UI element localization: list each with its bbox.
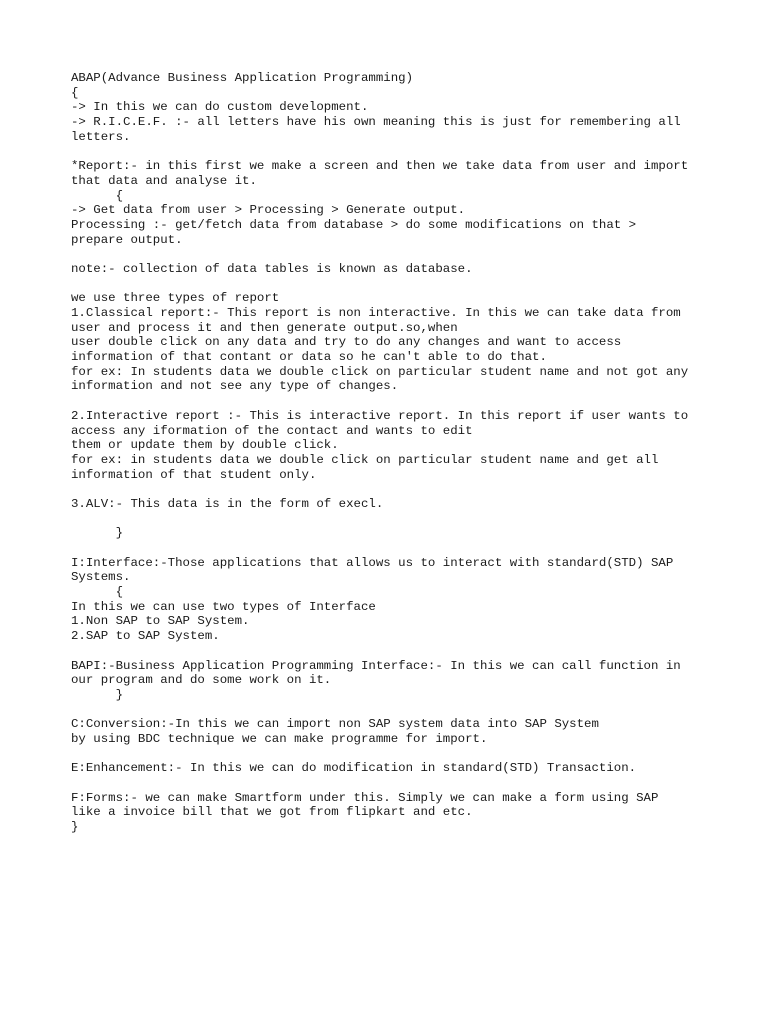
document-line: them or update them by double click. [71, 438, 339, 453]
document-line: information of that student only. [71, 467, 317, 482]
document-line [71, 512, 731, 527]
document-line [71, 247, 731, 262]
document-line: user double click on any data and try to do any changes and want to access [71, 335, 622, 350]
document-line: letters. [71, 129, 131, 144]
document-line: -> Get data from user > Processing > Generate output. [71, 203, 466, 218]
document-line: we use three types of report [71, 291, 280, 306]
document-line [71, 482, 731, 497]
document-line: Systems. [71, 570, 131, 585]
document-line: that data and analyse it. [71, 173, 257, 188]
document-line: information and not see any type of changes. [71, 379, 399, 394]
document-line: our program and do some work on it. [71, 673, 332, 688]
document-line: } [71, 526, 124, 541]
document-line: { [71, 188, 124, 203]
document-line [71, 703, 731, 718]
document-line [71, 541, 731, 556]
document-line: *Report:- in this first we make a screen and then we take data from user and import [71, 159, 689, 174]
document-line: information of that contant or data so he can't able to do that. [71, 350, 547, 365]
document-line: note:- collection of data tables is known as database. [71, 261, 473, 276]
document-line [71, 776, 731, 791]
document-line: C:Conversion:-In this we can import non SAP system data into SAP System [71, 717, 599, 732]
document-line: by using BDC technique we can make programme for import. [71, 731, 488, 746]
document-line: { [71, 85, 79, 100]
document-line: ABAP(Advance Business Application Programming) [71, 71, 414, 85]
document-line: prepare output. [71, 232, 183, 247]
document-line: 1.Non SAP to SAP System. [71, 614, 250, 629]
document-line: } [71, 820, 79, 835]
document-line: } [71, 687, 124, 702]
document-line: 3.ALV:- This data is in the form of execl. [71, 496, 384, 511]
document-line [71, 394, 731, 409]
document-body [71, 71, 731, 835]
document-line: { [71, 585, 124, 600]
document-line: BAPI:-Business Application Programming Interface:- In this we can call function in [71, 658, 681, 673]
document-line: -> R.I.C.E.F. :- all letters have his own meaning this is just for remembering all [71, 115, 681, 130]
document-line: In this we can use two types of Interface [71, 599, 376, 614]
document-line: 1.Classical report:- This report is non interactive. In this we can take data from [71, 306, 681, 320]
document-line: user and process it and then generate output.so,when [71, 320, 458, 335]
document-line: for ex: in students data we double click on particular student name and get all [71, 452, 659, 467]
document-line: Processing :- get/fetch data from database > do some modifications on that > [71, 217, 637, 232]
document-line: for ex: In students data we double click on particular student name and not got any [71, 364, 689, 379]
document-line: -> In this we can do custom development. [71, 100, 369, 115]
document-line: 2.Interactive report :- This is interactive report. In this report if user wants to [71, 408, 689, 423]
document-line: E:Enhancement:- In this we can do modification in standard(STD) Transaction. [71, 761, 637, 776]
document-line [71, 644, 731, 659]
document-line: like a invoice bill that we got from flipkart and etc. [71, 805, 473, 820]
document-line [71, 144, 731, 159]
document-line [71, 277, 731, 292]
document-line: I:Interface:-Those applications that allows us to interact with standard(STD) SAP [71, 555, 674, 570]
document-line: 2.SAP to SAP System. [71, 629, 220, 644]
document-line [71, 747, 731, 762]
document-line: F:Forms:- we can make Smartform under this. Simply we can make a form using SAP [71, 790, 659, 805]
document-line: access any iformation of the contact and wants to edit [71, 423, 473, 438]
